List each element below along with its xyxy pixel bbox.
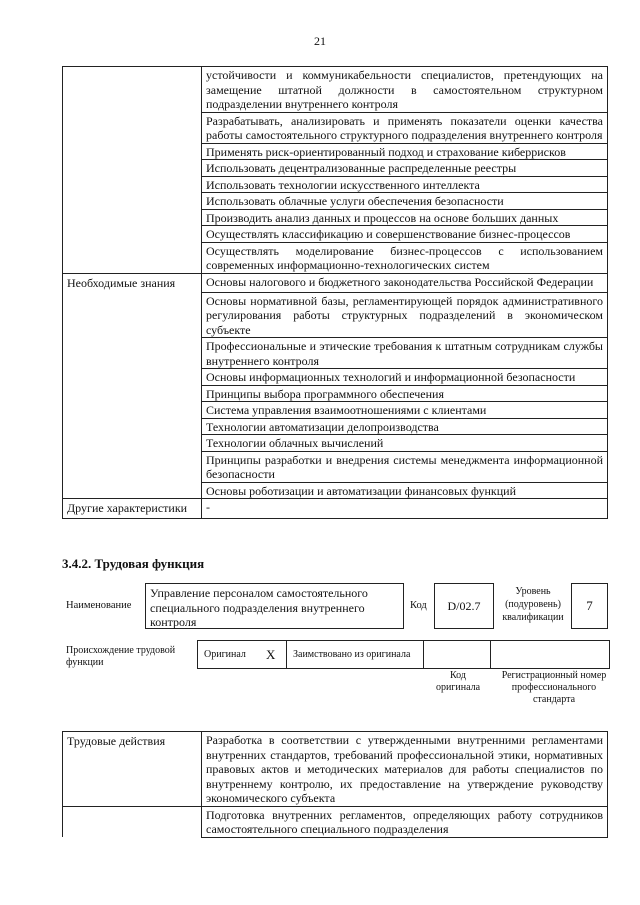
skills-label-cell [63, 209, 202, 226]
other-value: - [202, 499, 608, 519]
actions-row [63, 732, 608, 807]
section-title: 3.4.2. Трудовая функция [62, 556, 205, 571]
function-name-value: Управление персоналом самостоятельного специального подразделения внутреннего контроля [150, 586, 368, 629]
skills-row [63, 209, 608, 226]
original-label: Оригинал [198, 641, 261, 669]
skills-label-cell [63, 112, 202, 143]
knowledge-row [63, 402, 608, 419]
knowledge-item: Технологии облачных вычислений [202, 435, 608, 452]
skills-item: Использовать облачные услуги обеспечения безопасности [202, 193, 608, 210]
knowledge-label-cell [63, 338, 202, 369]
knowledge-item: Основы информационных технологий и информационной безопасности [202, 369, 608, 386]
skills-item: Применять риск-ориентированный подход и страхование киберрисков [202, 143, 608, 160]
actions-label-cell: Трудовые действия [63, 732, 202, 807]
knowledge-item: Технологии автоматизации делопроизводства [202, 418, 608, 435]
knowledge-row [63, 273, 608, 292]
knowledge-item: Основы роботизации и автоматизации финансовых функций [202, 482, 608, 499]
level-value: 7 [586, 598, 593, 613]
skills-label-cell [63, 242, 202, 273]
function-name-box [145, 583, 404, 629]
skills-row [63, 226, 608, 243]
knowledge-label-cell [63, 369, 202, 386]
knowledge-item: Основы нормативной базы, регламентирующей порядок административного регулирования работы структурных подразделений в экономическом субъекте [202, 292, 608, 338]
skills-item: Осуществлять моделирование бизнес-процессов с использованием современных информационно-технологических систем [202, 242, 608, 273]
knowledge-item: Основы налогового и бюджетного законодательства Российской Федерации [202, 273, 608, 292]
skills-label-cell [63, 160, 202, 177]
code-value: D/02.7 [447, 599, 481, 613]
competencies-table [62, 66, 608, 519]
actions-table [62, 731, 608, 838]
skills-item: Осуществлять классификацию и совершенствование бизнес-процессов [202, 226, 608, 243]
knowledge-label-cell [63, 292, 202, 338]
skills-item: Использовать децентрализованные распределенные реестры [202, 160, 608, 177]
origin-label: Происхождение трудовой функции [66, 645, 176, 668]
knowledge-label-cell [63, 402, 202, 419]
knowledge-item: Система управления взаимоотношениями с клиентами [202, 402, 608, 419]
knowledge-row [63, 369, 608, 386]
reg-number-caption: Регистрационный номер профессионального стандарта [501, 670, 607, 705]
skills-row [63, 242, 608, 273]
skills-item: устойчивости и коммуникабельности специалистов, претендующих на замещение штатной должности в самостоятельном структурном подразделении внутреннего контроля [202, 67, 608, 113]
skills-item: Производить анализ данных и процессов на основе больших данных [202, 209, 608, 226]
code-original-caption: Код оригинала [435, 670, 481, 693]
original-mark: X [260, 641, 287, 669]
skills-label-cell [63, 226, 202, 243]
skills-label-cell [63, 193, 202, 210]
knowledge-label-cell [63, 435, 202, 452]
code-label: Код [410, 600, 427, 611]
skills-row [63, 176, 608, 193]
knowledge-item: Принципы разработки и внедрения системы менеджмента информационной безопасности [202, 451, 608, 482]
skills-row [63, 193, 608, 210]
knowledge-item: Принципы выбора программного обеспечения [202, 385, 608, 402]
knowledge-row [63, 482, 608, 499]
name-label: Наименование [66, 600, 132, 611]
skills-row [63, 160, 608, 177]
actions-item: Подготовка внутренних регламентов, определяющих работу сотрудников самостоятельного специального подразделения [202, 806, 608, 837]
knowledge-label-cell [63, 385, 202, 402]
skills-item: Разрабатывать, анализировать и применять показатели оценки качества работы самостоятельного структурного подразделения внутреннего контроля [202, 112, 608, 143]
borrowed-label: Заимствовано из оригинала [287, 641, 424, 669]
code-box [434, 583, 494, 629]
actions-label-cell [63, 806, 202, 837]
knowledge-row [63, 451, 608, 482]
other-row [63, 499, 608, 519]
knowledge-label-cell [63, 482, 202, 499]
skills-label-cell [63, 143, 202, 160]
skills-row [63, 67, 608, 113]
knowledge-item: Профессиональные и этические требования к штатным сотрудникам службы внутреннего контроля [202, 338, 608, 369]
skills-row [63, 112, 608, 143]
actions-item: Разработка в соответствии с утвержденными внутренними регламентами внутренних стандартов, требований профессиональной этики, нормативных правовых актов и методических материалов для работы специалистов по внутреннему контролю, их предоставление на утверждение руководству экономического субъекта [202, 732, 608, 807]
level-box [571, 583, 608, 629]
reg-number-cell [491, 641, 610, 669]
skills-label-cell [63, 67, 202, 113]
knowledge-row [63, 385, 608, 402]
knowledge-label-cell: Необходимые знания [63, 273, 202, 292]
knowledge-label-cell [63, 418, 202, 435]
other-label-cell: Другие характеристики [63, 499, 202, 519]
skills-label-cell [63, 176, 202, 193]
skills-item: Использовать технологии искусственного интеллекта [202, 176, 608, 193]
knowledge-row [63, 435, 608, 452]
skills-row [63, 143, 608, 160]
actions-row [63, 806, 608, 837]
knowledge-row [63, 338, 608, 369]
knowledge-row [63, 292, 608, 338]
knowledge-row [63, 418, 608, 435]
code-original-cell [424, 641, 491, 669]
level-label: Уровень (подуровень) квалификации [502, 586, 564, 623]
page-number: 21 [314, 34, 326, 48]
knowledge-label-cell [63, 451, 202, 482]
origin-table [197, 640, 610, 669]
